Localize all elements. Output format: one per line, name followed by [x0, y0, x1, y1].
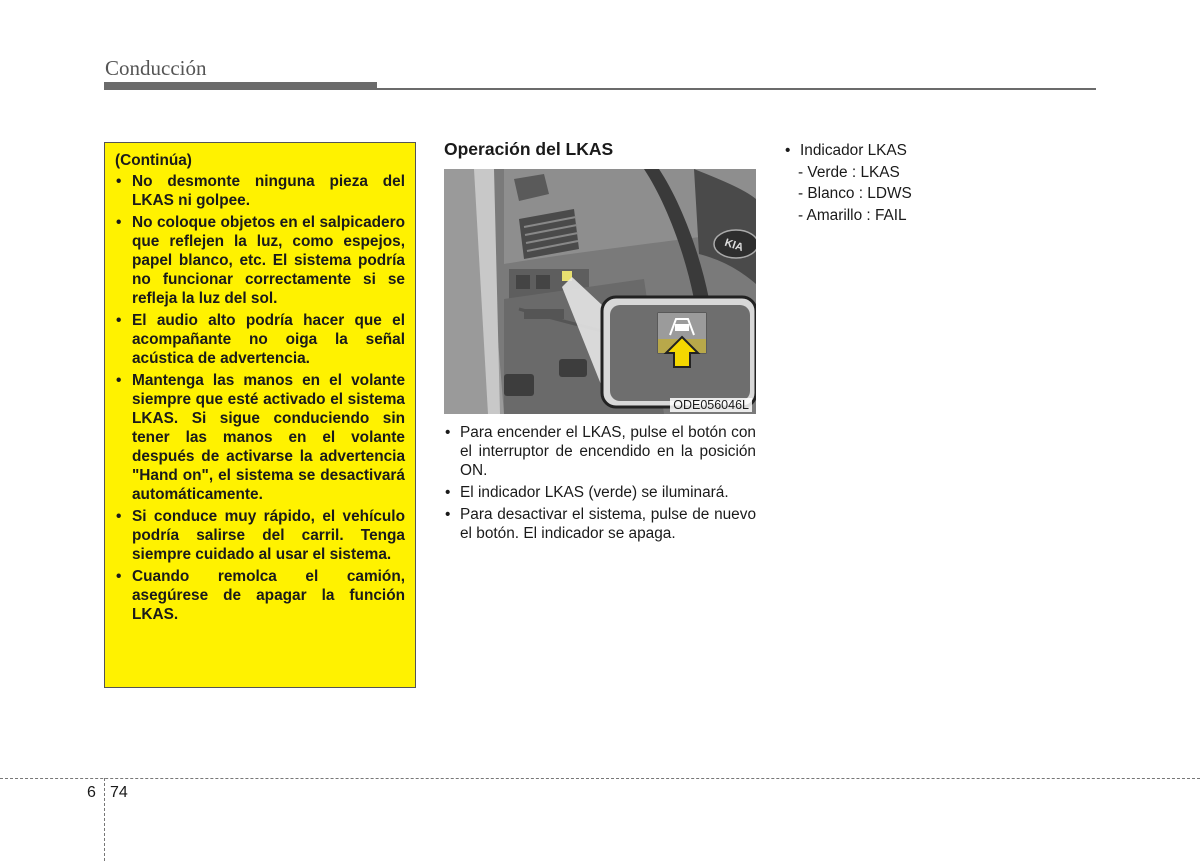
- page-header-title: Conducción: [105, 56, 207, 80]
- figure-code: ODE056046L: [670, 398, 752, 412]
- warning-item: • No desmonte ninguna pieza del LKAS ni golpee.: [115, 172, 405, 210]
- lkas-button-figure: [444, 169, 756, 414]
- kia-logo-text: KIA: [723, 236, 745, 255]
- indicator-item: - Verde : LKAS: [798, 163, 900, 181]
- warning-item: • Mantenga las manos en el volante siempre que esté activado el sistema LKAS. Si sigue conduciendo sin tener las manos en el volante después de activarse la advertencia "Hand on", el sistema se desactivará automáticamente.: [115, 371, 405, 504]
- indicator-item: - Blanco : LDWS: [798, 185, 912, 202]
- warning-item: • Si conduce muy rápido, el vehículo podría salirse del carril. Tenga siempre cuidado al usar el sistema.: [115, 507, 405, 564]
- warning-list: [115, 172, 405, 624]
- indicator-list: [784, 140, 912, 226]
- operation-item: • Para encender el LKAS, pulse el botón con el interruptor de encendido en la posición ON.: [444, 423, 756, 480]
- operation-bullets: [444, 423, 756, 546]
- warning-item: • Cuando remolca el camión, asegúrese de apagar la función LKAS.: [115, 567, 405, 624]
- indicator-item: - Amarillo : FAIL: [798, 206, 907, 224]
- footer-vertical-divider: [104, 778, 105, 861]
- page-number: 74: [110, 784, 128, 801]
- operation-item: • El indicador LKAS (verde) se iluminará.: [444, 483, 756, 502]
- lkas-button-closeup: [602, 297, 756, 407]
- warning-item: • El audio alto podría hacer que el acompañante no oiga la señal acústica de advertencia.: [115, 311, 405, 368]
- header-rule-thick: [104, 82, 377, 90]
- warning-item: • No coloque objetos en el salpicadero que reflejen la luz, como espejos, papel blanco, etc. El sistema podría no funcionar correctamente si se refleja la luz del sol.: [115, 213, 405, 308]
- warning-continued-label: (Continúa): [115, 152, 192, 169]
- dashboard-illustration: [444, 169, 756, 414]
- indicator-title: • Indicador LKAS: [784, 140, 912, 162]
- chapter-number: 6: [87, 784, 96, 801]
- operation-item: • Para desactivar el sistema, pulse de nuevo el botón. El indicador se apaga.: [444, 505, 756, 543]
- warning-box: [104, 142, 416, 688]
- section-title: Operación del LKAS: [444, 139, 614, 159]
- footer-divider: [0, 778, 1200, 779]
- header-rule-thin: [377, 88, 1096, 90]
